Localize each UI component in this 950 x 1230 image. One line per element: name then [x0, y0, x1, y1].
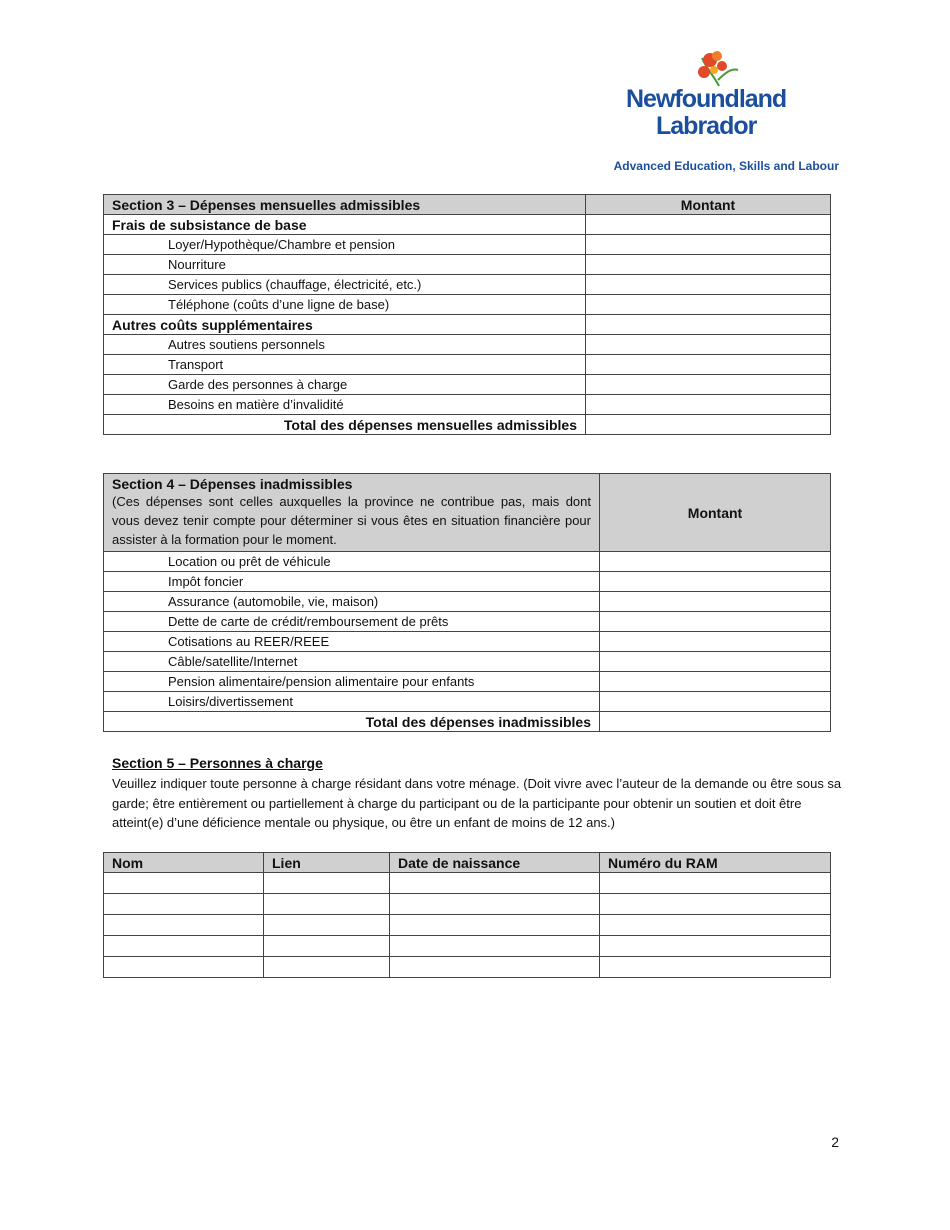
- expense-item: Garde des personnes à charge: [104, 375, 586, 395]
- section4-table: [103, 473, 831, 732]
- amount-cell[interactable]: [600, 652, 831, 672]
- name-cell[interactable]: [104, 873, 264, 894]
- expense-item: Dette de carte de crédit/remboursement de prêts: [104, 612, 600, 632]
- section5-description: Veuillez indiquer toute personne à charge résidant dans votre ménage. (Doit vivre avec l’auteur de la demande ou être sous sa garde; être entièrement ou partiellement à charge du participant ou de la participante pour obtenir un soutien et doit être atteint(e) d’une déficience mentale ou physique, ou être un enfant de moins de 12 ans.): [112, 776, 842, 830]
- relation-cell[interactable]: [264, 936, 390, 957]
- ram-number-cell[interactable]: [600, 957, 831, 978]
- amount-cell[interactable]: [600, 592, 831, 612]
- name-cell[interactable]: [104, 936, 264, 957]
- logo-text-labrador: Labrador: [656, 112, 757, 140]
- amount-cell[interactable]: [600, 692, 831, 712]
- amount-cell[interactable]: [586, 295, 831, 315]
- birthdate-cell[interactable]: [390, 957, 600, 978]
- dependent-row: [104, 894, 831, 915]
- birthdate-cell[interactable]: [390, 936, 600, 957]
- relation-cell[interactable]: [264, 957, 390, 978]
- dependent-row: [104, 957, 831, 978]
- section4-title: Section 4 – Dépenses inadmissibles: [112, 476, 353, 492]
- ram-number-cell[interactable]: [600, 915, 831, 936]
- expense-item: Services publics (chauffage, électricité, etc.): [104, 275, 586, 295]
- dependent-row: [104, 936, 831, 957]
- logo-text-newfoundland: Newfoundland: [626, 85, 787, 113]
- department-name: Advanced Education, Skills and Labour: [613, 159, 839, 173]
- dependent-row: [104, 873, 831, 894]
- relation-cell[interactable]: [264, 873, 390, 894]
- name-cell[interactable]: [104, 957, 264, 978]
- amount-cell[interactable]: [600, 572, 831, 592]
- expense-item: Besoins en matière d’invalidité: [104, 395, 586, 415]
- page-number: 2: [831, 1134, 839, 1150]
- column-header-date: Date de naissance: [390, 853, 600, 873]
- amount-cell[interactable]: [586, 275, 831, 295]
- section3-category-other: Autres coûts supplémentaires: [104, 315, 586, 335]
- section3-total-cell[interactable]: [586, 415, 831, 435]
- section3-table: [103, 194, 831, 435]
- expense-item: Câble/satellite/Internet: [104, 652, 600, 672]
- nl-logo: [618, 50, 803, 145]
- amount-cell[interactable]: [586, 315, 831, 335]
- section4-note: (Ces dépenses sont celles auxquelles la province ne contribue pas, mais dont vous devez tenir compte pour déterminer si vous êtes en situation financière pour assister à la formation pour le moment.: [112, 494, 591, 547]
- expense-item: Location ou prêt de véhicule: [104, 552, 600, 572]
- section3-category-basic: Frais de subsistance de base: [104, 215, 586, 235]
- birthdate-cell[interactable]: [390, 894, 600, 915]
- column-header-nom: Nom: [104, 853, 264, 873]
- section5-title: Section 5 – Personnes à charge: [112, 755, 323, 771]
- amount-cell[interactable]: [586, 255, 831, 275]
- name-cell[interactable]: [104, 894, 264, 915]
- expense-item: Impôt foncier: [104, 572, 600, 592]
- amount-cell[interactable]: [586, 215, 831, 235]
- section4-total-label: Total des dépenses inadmissibles: [104, 712, 600, 732]
- amount-cell[interactable]: [586, 375, 831, 395]
- column-header-ram: Numéro du RAM: [600, 853, 831, 873]
- amount-cell[interactable]: [586, 235, 831, 255]
- expense-item: Cotisations au REER/REEE: [104, 632, 600, 652]
- amount-cell[interactable]: [600, 632, 831, 652]
- amount-cell[interactable]: [600, 552, 831, 572]
- section4-amount-header: Montant: [600, 474, 831, 552]
- expense-item: Autres soutiens personnels: [104, 335, 586, 355]
- relation-cell[interactable]: [264, 915, 390, 936]
- amount-cell[interactable]: [586, 395, 831, 415]
- expense-item: Pension alimentaire/pension alimentaire pour enfants: [104, 672, 600, 692]
- pitcher-plant-flower-icon: [618, 50, 803, 90]
- expense-item: Loisirs/divertissement: [104, 692, 600, 712]
- birthdate-cell[interactable]: [390, 873, 600, 894]
- section4-total-cell[interactable]: [600, 712, 831, 732]
- expense-item: Transport: [104, 355, 586, 375]
- expense-item: Nourriture: [104, 255, 586, 275]
- birthdate-cell[interactable]: [390, 915, 600, 936]
- dependent-row: [104, 915, 831, 936]
- ram-number-cell[interactable]: [600, 936, 831, 957]
- amount-cell[interactable]: [600, 672, 831, 692]
- expense-item: Loyer/Hypothèque/Chambre et pension: [104, 235, 586, 255]
- column-header-lien: Lien: [264, 853, 390, 873]
- name-cell[interactable]: [104, 915, 264, 936]
- expense-item: Assurance (automobile, vie, maison): [104, 592, 600, 612]
- ram-number-cell[interactable]: [600, 873, 831, 894]
- dependents-table: [103, 852, 831, 978]
- section3-title: Section 3 – Dépenses mensuelles admissibles: [104, 195, 586, 215]
- expense-item: Téléphone (coûts d’une ligne de base): [104, 295, 586, 315]
- amount-cell[interactable]: [586, 355, 831, 375]
- relation-cell[interactable]: [264, 894, 390, 915]
- amount-cell[interactable]: [600, 612, 831, 632]
- amount-cell[interactable]: [586, 335, 831, 355]
- ram-number-cell[interactable]: [600, 894, 831, 915]
- section3-total-label: Total des dépenses mensuelles admissibles: [104, 415, 586, 435]
- section4-header: [104, 474, 600, 552]
- section3-amount-header: Montant: [586, 195, 831, 215]
